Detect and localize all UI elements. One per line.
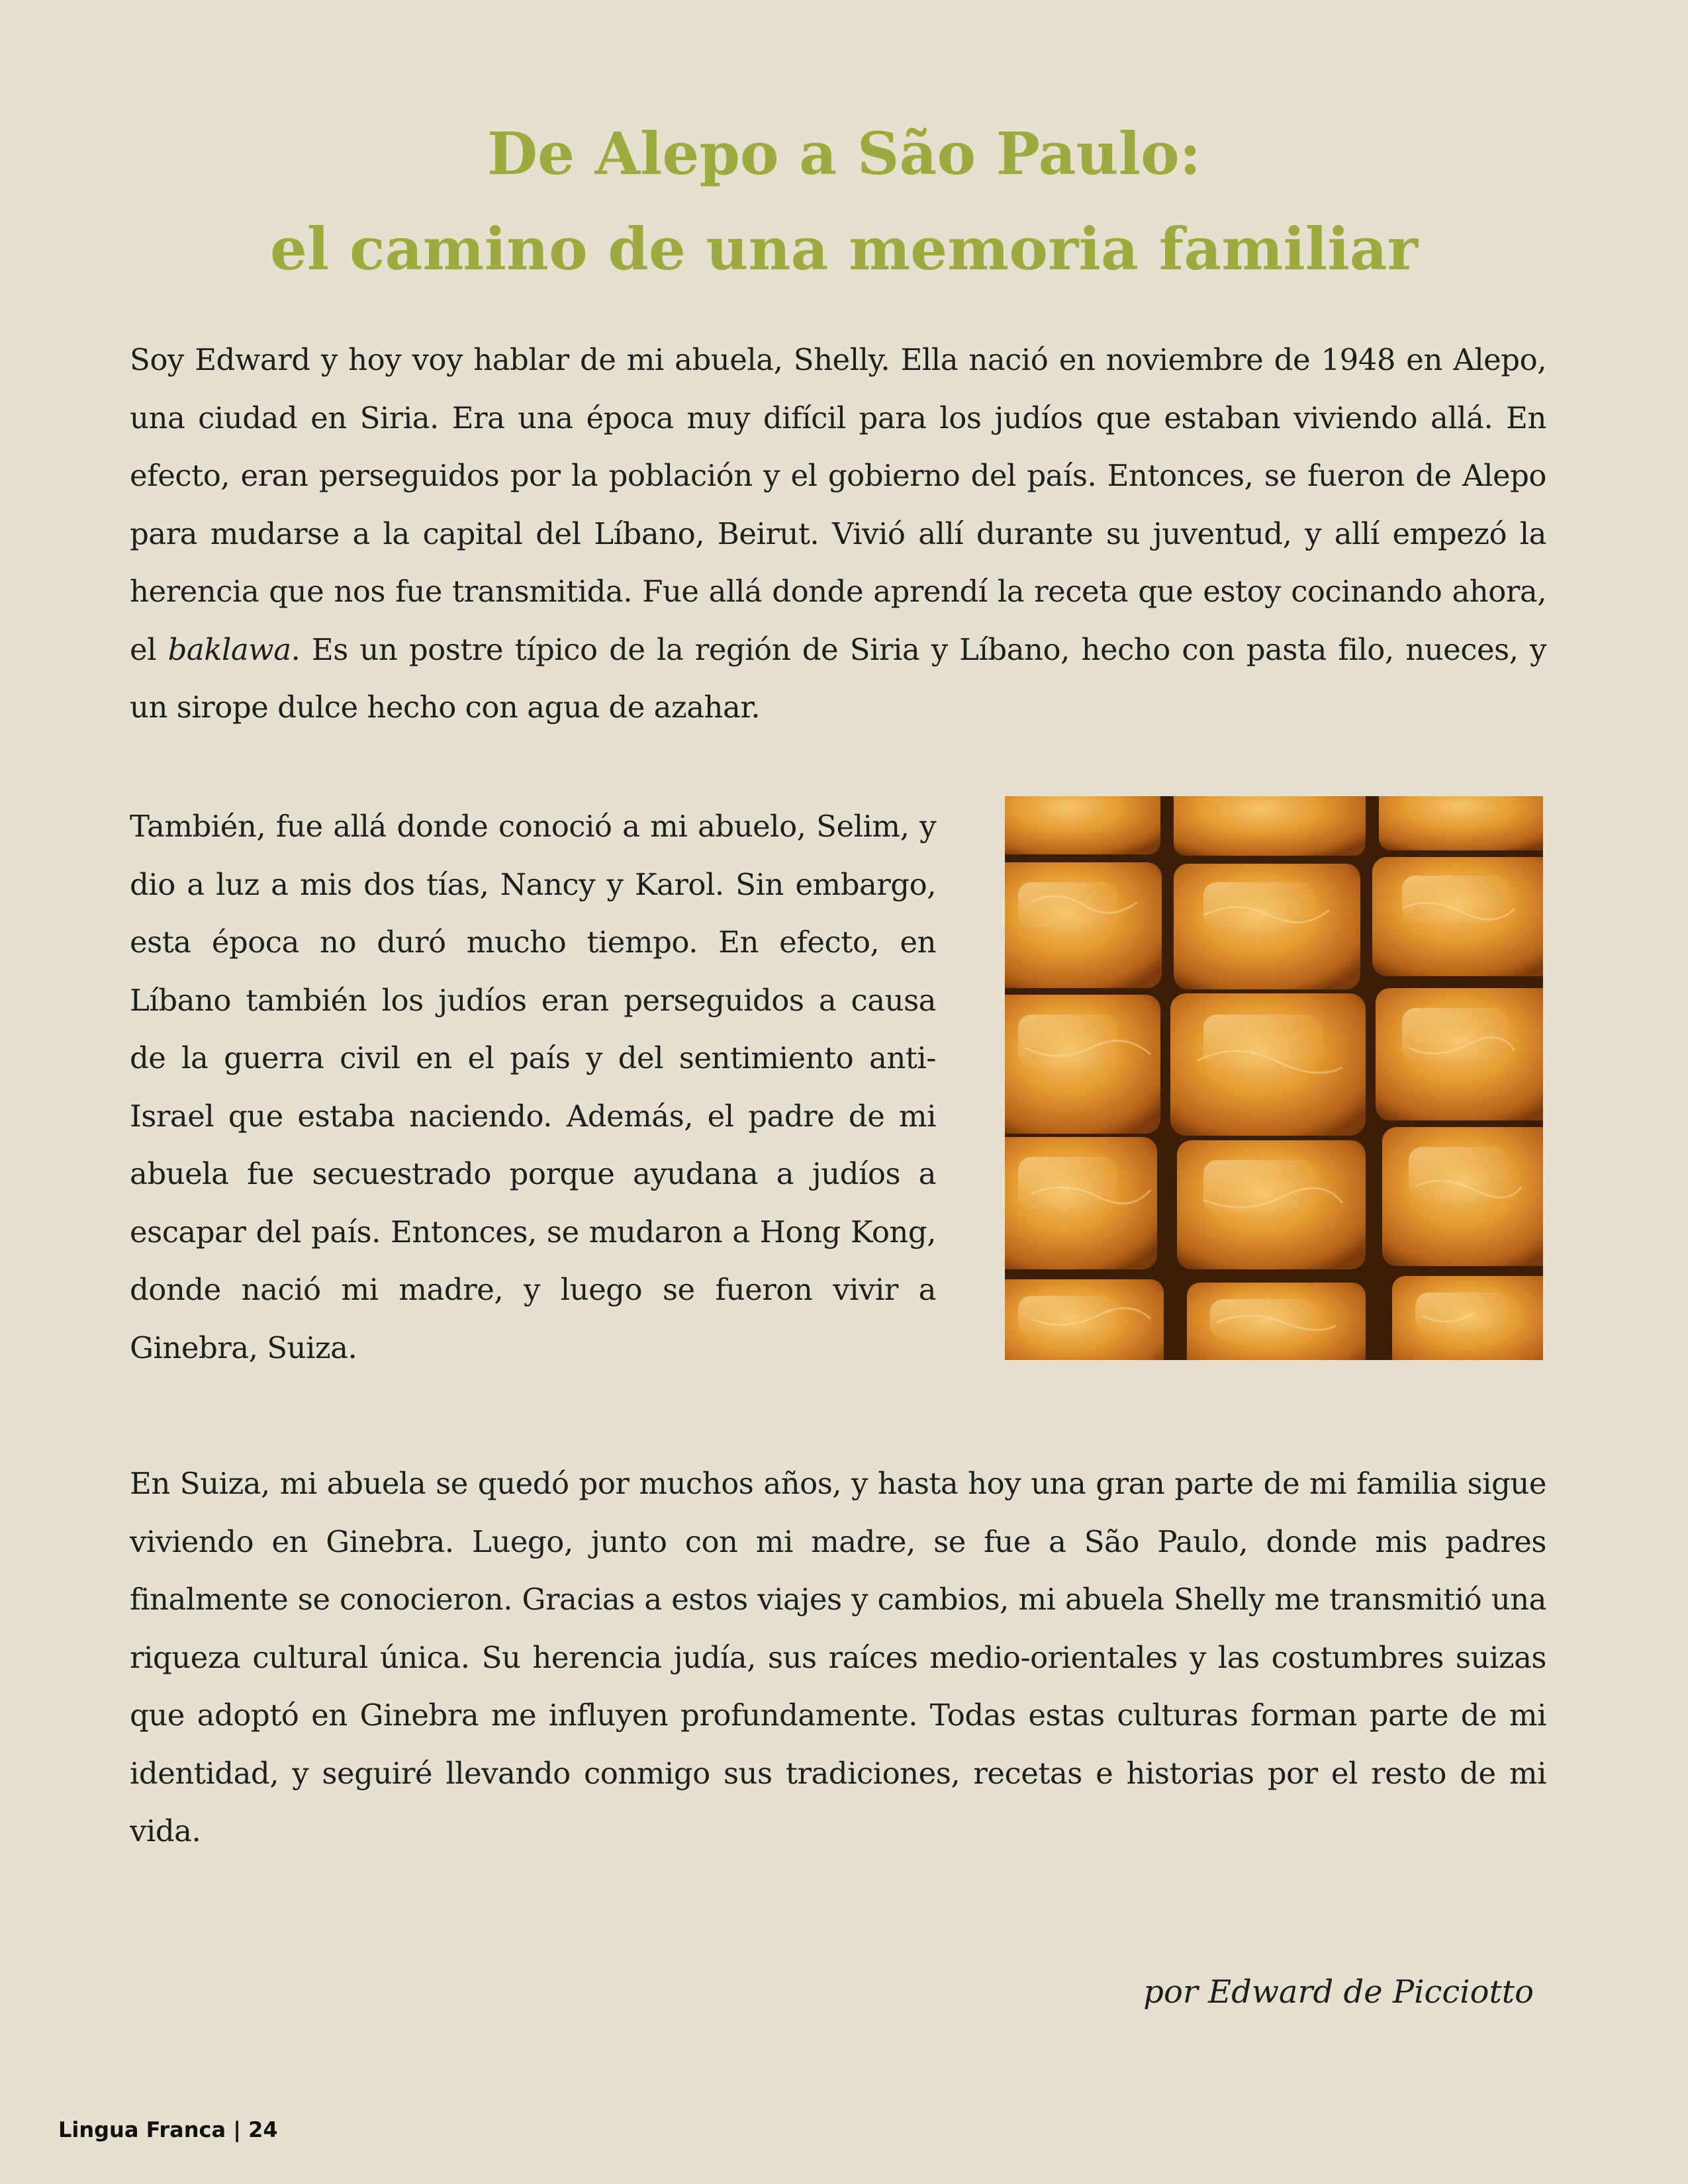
author-byline: por Edward de Picciotto [1143, 1974, 1534, 2011]
paragraph-1-italic-term: baklawa [167, 631, 291, 667]
paragraph-1-text-end: . Es un postre típico de la región de Siria y Líbano, hecho con pasta filo, nueces, y un sirope dulce hecho con agua de azahar. [130, 631, 1546, 725]
paragraph-1 [130, 331, 1546, 737]
article-title [0, 106, 1688, 296]
article-title-line-1: De Alepo a São Paulo: [487, 119, 1201, 188]
paragraph-1-text-start: Soy Edward y hoy voy hablar de mi abuela, Shelly. Ella nació en noviembre de 1948 en Alepo, una ciudad en Siria. Era una época muy difícil para los judíos que estaban viviendo allá. En efecto, eran perseguidos por la población y el gobierno del país. Entonces, se fueron de Alepo para mudarse a la capital del Líbano, Beirut. Vivió allí durante su juventud, y allí empezó la herencia que nos fue transmitida. Fue allá donde aprendí la receta que estoy cocinando ahora, el [130, 342, 1546, 667]
paragraph-2: También, fue allá donde conoció a mi abuelo, Selim, y dio a luz a mis dos tías, Nancy y Karol. Sin embargo, esta época no duró mucho tiempo. En efecto, en Líbano también los judíos eran perseguidos a causa de la guerra civil en el país y del sentimiento anti-Israel que estaba naciendo. Además, el padre de mi abuela fue secuestrado porque ayudana a judíos a escapar del país. Entonces, se mudaron a Hong Kong, donde nació mi madre, y luego se fueron vivir a Ginebra, Suiza. [130, 809, 936, 1365]
pastry-row-1 [1005, 796, 1543, 856]
baklawa-photo [1005, 796, 1543, 1360]
paragraph-3: En Suiza, mi abuela se quedó por muchos años, y hasta hoy una gran parte de mi familia sigue viviendo en Ginebra. Luego, junto con mi madre, se fue a São Paulo, donde mis padres finalmente se conocieron. Gracias a estos viajes y cambios, mi abuela Shelly me transmitió una riqueza cultural única. Su herencia judía, sus raíces medio-orientales y las costumbres suizas que adoptó en Ginebra me influyen profundamente. Todas estas culturas forman parte de mi identidad, y seguiré llevando conmigo sus tradiciones, recetas e historias por el resto de mi vida. [130, 1466, 1546, 1848]
article-title-line-2: el camino de una memoria familiar [269, 214, 1419, 283]
page-footer: Lingua Franca | 24 [58, 2117, 278, 2142]
